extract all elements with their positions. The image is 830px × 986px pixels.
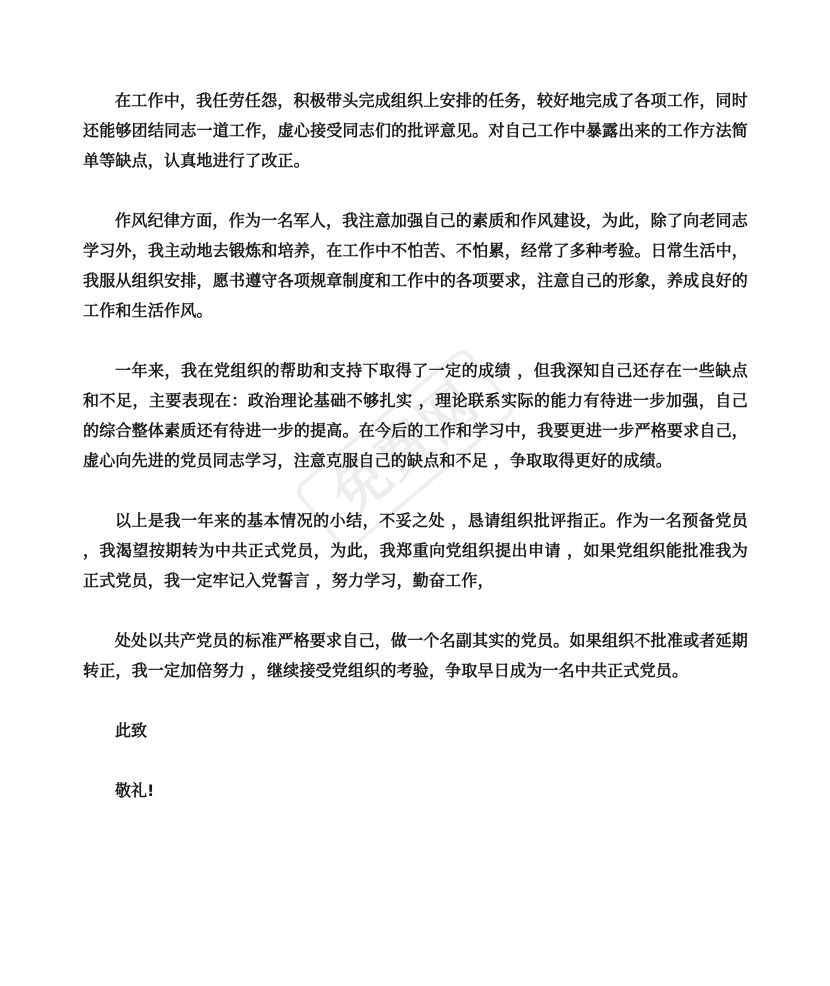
paragraph-application: 以上是我一年来的基本情况的小结，不妥之处 ，恳请组织批评指正。作为一名预备党员 ，我渴望按期转为中共正式党员，为此，我郑重向党组织提出申请 ，如果党组织能批准我为正式党员，我一定牢记入党誓言 ，努力学习，勤奋工作， [83, 511, 748, 590]
paragraph-discipline: 作风纪律方面，作为一名军人，我注意加强自己的素质和作风建设，为此，除了向老同志学习外，我主动地去锻炼和培养，在工作中不怕苦、不怕累，经常了多种考验。日常生活中，我服从组织安排，愿书遵守各项规章制度和工作中的各项要求，注意自己的形象，养成良好的工作和生活作风。 [83, 211, 748, 320]
salutation-text: 敬礼! [115, 781, 155, 800]
closing-text: 此致 [115, 721, 148, 740]
paragraph-commitment: 处处以共产党员的标准严格要求自己，做一个名副其实的党员。如果组织不批准或者延期转正，我一定加倍努力 ，继续接受党组织的考验，争取早日成为一名中共正式党员。 [83, 631, 748, 680]
paragraph-work-attitude: 在工作中，我任劳任怨，积极带头完成组织上安排的任务，较好地完成了各项工作，同时还能够团结同志一道工作，虚心接受同志们的批评意见。对自己工作中暴露出来的工作方法简单等缺点，认真地进行了改正。 [83, 91, 748, 170]
paragraph-shortcomings: 一年来，我在党组织的帮助和支持下取得了一定的成绩 ，但我深知自己还存在一些缺点和不足，主要表现在：政治理论基础不够扎实 ，理论联系实际的能力有待进一步加强，自己的综合整体素质还有待进一步的提高。在今后的工作和学习中，我要更进一步严格要求自己，虚心向先进的党员同志学习，注意克服自己的缺点和不足 ，争取取得更好的成绩。 [83, 361, 748, 470]
letter-body [83, 86, 748, 836]
svg-text:免费网: 免费网 [319, 370, 490, 529]
